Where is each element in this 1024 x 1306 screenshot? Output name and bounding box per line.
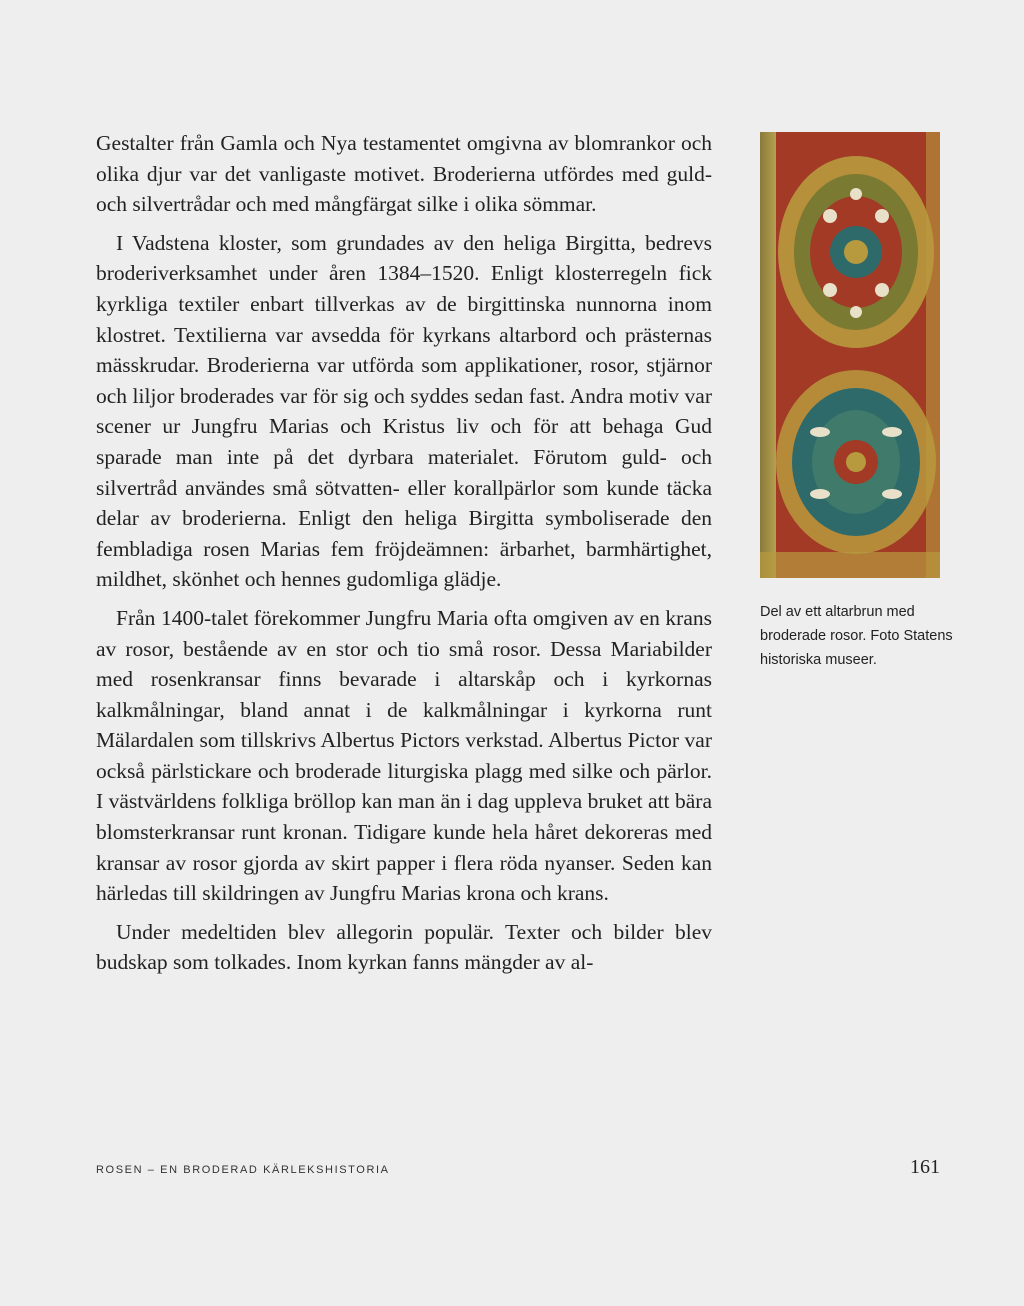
embroidery-photo bbox=[760, 132, 940, 578]
upper-medallion bbox=[778, 156, 934, 348]
paragraph-3: Från 1400-talet förekommer Jungfru Maria ofta omgiven av en krans av rosor, bestående av en stor och tio små rosor. Dessa Mariabilder med rosenkransar finns bevarade i altarskåp och i kyrkornas kalkmålningar, bland annat i de kalkmålningar i kyrkorna runt Mälardalen som tillskrivs Albertus Pictors verkstad. Albertus Pictor var också pärlstickare och broderade liturgiska plagg med silke och pärlor. I västvärldens folkliga bröllop kan man än i dag uppleva bruket att bära blomsterkransar runt kronan. Tidigare kunde hela håret dekoreras med kransar av rosor gjorda av skirt papper i flera röda nyanser. Seden kan härledas till skildringen av Jungfru Marias krona och krans. bbox=[96, 605, 712, 906]
figure-caption: Del av ett altarbrun med broderade rosor. Foto Statens historiska museer. bbox=[760, 604, 953, 668]
page-number: 161 bbox=[910, 1156, 940, 1178]
embroidery-illustration bbox=[760, 132, 940, 578]
right-border bbox=[926, 132, 940, 578]
running-title: ROSEN – EN BRODERAD KÄRLEKSHISTORIA bbox=[96, 1164, 390, 1176]
body-text bbox=[96, 128, 712, 986]
paragraph-4: Under medeltiden blev allegorin populär. Texter och bilder blev budskap som tolkades. Inom kyrkan fanns mängder av al- bbox=[96, 919, 712, 975]
bottom-border bbox=[760, 552, 940, 578]
paragraph-1: Gestalter från Gamla och Nya testamentet omgivna av blomrankor och olika djur var det vanligaste motivet. Broderierna utfördes med guld- och silvertrådar och med mångfärgat silke i olika sömmar. bbox=[96, 131, 712, 217]
gold-border bbox=[760, 132, 776, 578]
paragraph-2: I Vadstena kloster, som grundades av den heliga Birgitta, bedrevs broderiverksamhet under åren 1384–1520. Enligt klosterregeln fick kyrkliga textiler enbart tillverkas av de birgittinska nunnorna inom klostret. Textilierna var avsedda för kyrkans altarbord och prästernas mässkrudar. Broderierna var utförda som applikationer, rosor, stjärnor och liljor broderades var för sig och syddes sedan fast. Andra motiv var scener ur Jungfru Marias och Kristus liv och för att behaga Gud sparade man inte på det dyrbara materialet. Förutom guld- och silvertråd användes små sötvatten- eller korallpärlor som kunde täcka delar av broderierna. Enligt den heliga Birgitta symboliserade den fembladiga rosen Marias fem fröjdeämnen: ärbarhet, barmhärtighet, mildhet, skönhet och hennes gudomliga glädje. bbox=[96, 230, 712, 592]
lower-medallion bbox=[776, 370, 936, 554]
